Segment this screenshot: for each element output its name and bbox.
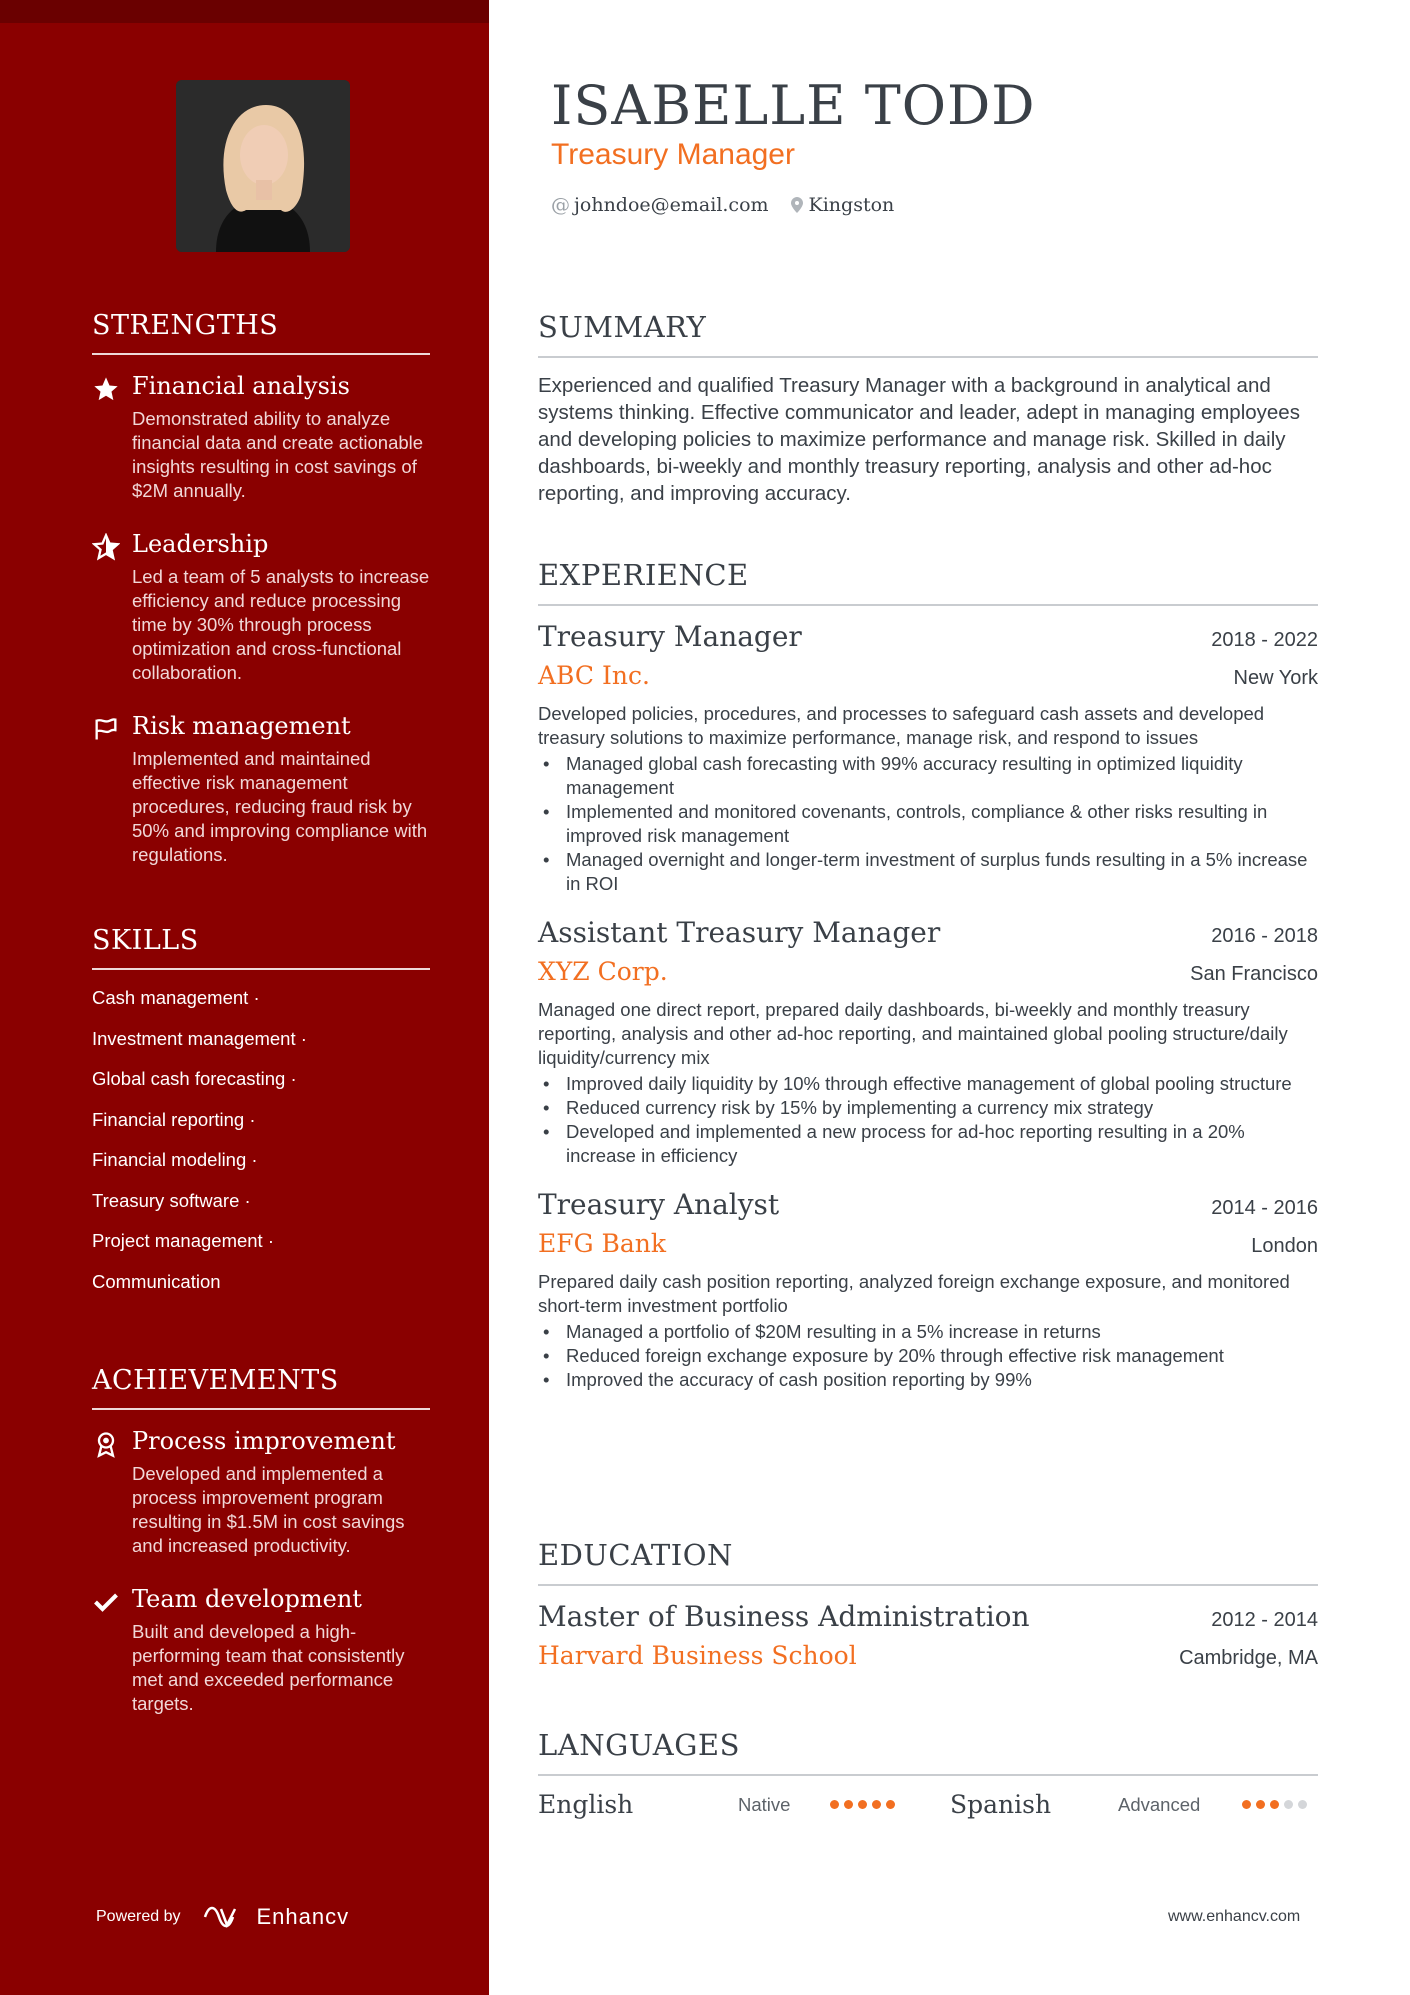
skill-item: Investment management · [92,1027,307,1049]
school-name: Harvard Business School [538,1641,857,1670]
summary-section [538,310,1318,507]
job-date: 2018 - 2022 [1211,629,1318,651]
skills-heading: SKILLS [92,925,430,970]
contact-info [551,194,894,216]
skill-item: Financial modeling · [92,1149,258,1170]
achievement-desc: Built and developed a high-performing team that consistently met and exceeded performance targets. [132,1621,405,1714]
strength-desc: Implemented and maintained effective risk management procedures, reducing fraud risk by 50% and improving compliance with regulations. [132,748,428,865]
language-level: Native [738,1793,791,1815]
skill-item: Communication [92,1270,221,1292]
portrait-illustration [176,80,350,252]
award-icon [92,1430,120,1458]
job-location: San Francisco [1190,963,1318,985]
rating-dot [858,1800,867,1809]
language-name: Spanish [950,1790,1052,1819]
job-title: Treasury Analyst [538,1188,780,1221]
job-bullet: • Developed and implemented a new process for ad-hoc reporting resulting in a 20% increase in efficiency [538,1120,1318,1168]
rating-dot [872,1800,881,1809]
email-contact[interactable] [551,194,769,216]
rating-dot-empty [1284,1800,1293,1809]
job-company: XYZ Corp. [538,957,668,986]
education-section [538,1538,1318,1670]
job-bullet: • Improved daily liquidity by 10% through effective management of global pooling structure [538,1072,1318,1096]
location-text: Kingston [808,194,895,216]
job-bullet: • Managed global cash forecasting with 99% accuracy resulting in optimized liquidity management [538,752,1318,800]
achievement-item [92,1584,430,1716]
rating-dot [1242,1800,1251,1809]
rating-dot-empty [1298,1800,1307,1809]
achievements-heading: ACHIEVEMENTS [92,1365,430,1410]
job-description: Managed one direct report, prepared daily dashboards, bi-weekly and monthly treasury reporting, analysis and other ad-hoc reporting, and maintained global pooling structure/daily liquidity/currency mix [538,999,1288,1068]
strength-item [92,371,430,503]
job-bullets [538,752,1318,896]
job-company: EFG Bank [538,1229,667,1258]
candidate-name: ISABELLE TODD [551,74,1036,137]
sidebar-top-bar [0,0,489,23]
strength-item [92,529,430,685]
language-name: English [538,1790,634,1819]
strength-item [92,711,430,867]
job-bullets [538,1072,1318,1168]
education-location: Cambridge, MA [1179,1647,1318,1669]
language-rating [830,1800,950,1809]
powered-by-label: Powered by [96,1908,181,1925]
education-date: 2012 - 2014 [1211,1609,1318,1631]
achievements-section [92,1365,430,1742]
profile-photo [176,80,350,252]
email-text: johndoe@email.com [574,194,769,216]
star-outline-icon [92,533,120,561]
job-bullet: • Reduced currency risk by 15% by implementing a currency mix strategy [538,1096,1318,1120]
achievement-title: Team development [132,1585,362,1613]
job-title: Assistant Treasury Manager [538,916,941,949]
job-entry [538,620,1318,896]
job-bullet: • Implemented and monitored covenants, controls, compliance & other risks resulting in improved risk management [538,800,1318,848]
sidebar [0,0,489,1995]
job-title: Treasury Manager [538,620,802,653]
strength-desc: Demonstrated ability to analyze financial data and create actionable insights resulting in cost savings of $2M annually. [132,408,424,501]
job-bullet: • Improved the accuracy of cash position reporting by 99% [538,1368,1318,1392]
job-location: London [1251,1235,1318,1257]
skills-section [92,925,430,1310]
job-description: Developed policies, procedures, and processes to safeguard cash assets and developed treasury solutions to maximize performance, manage risk, and respond to issues [538,703,1265,748]
strength-title: Leadership [132,530,269,558]
language-level: Advanced [1118,1793,1201,1815]
languages-section [538,1728,1318,1819]
job-bullet: • Reduced foreign exchange exposure by 20% through effective risk management [538,1344,1318,1368]
enhancv-logo-icon [203,1905,249,1929]
job-entry [538,916,1318,1168]
strength-title: Risk management [132,712,351,740]
summary-text: Experienced and qualified Treasury Manager with a background in analytical and systems thinking. Effective communicator and leader, adept in managing employees and developing policies to maximize performance and manage risk. Skilled in daily dashboards, bi-weekly and monthly treasury reporting, analysis and other ad-hoc reporting, and improving accuracy. [538,374,1300,505]
job-date: 2014 - 2016 [1211,1197,1318,1219]
rating-dot [844,1800,853,1809]
job-description: Prepared daily cash position reporting, analyzed foreign exchange exposure, and monitored short-term investment portfolio [538,1271,1290,1316]
job-bullet: • Managed overnight and longer-term investment of surplus funds resulting in a 5% increase in ROI [538,848,1318,896]
experience-section [538,558,1318,1412]
education-heading: EDUCATION [538,1538,1318,1586]
languages-heading: LANGUAGES [538,1728,1318,1776]
brand-name: Enhancv [256,1904,350,1929]
footer-url[interactable]: www.enhancv.com [1168,1908,1301,1925]
location-pin-icon [791,197,803,213]
experience-heading: EXPERIENCE [538,558,1318,606]
achievement-item [92,1426,430,1558]
strength-title: Financial analysis [132,372,350,400]
skills-list [92,986,430,1294]
skill-item: Cash management · [92,987,260,1008]
languages-row [538,1790,1318,1819]
skill-item: Project management · [92,1230,275,1251]
summary-heading: SUMMARY [538,310,1318,358]
rating-dot [830,1800,839,1809]
strengths-heading: STRENGTHS [92,310,430,355]
rating-dot [1270,1800,1279,1809]
achievement-title: Process improvement [132,1427,396,1455]
powered-by [96,1904,349,1930]
rating-dot [1256,1800,1265,1809]
star-icon [92,375,120,403]
language-rating [1242,1800,1307,1809]
job-date: 2016 - 2018 [1211,925,1318,947]
job-company: ABC Inc. [538,661,650,690]
degree-title: Master of Business Administration [538,1600,1030,1633]
flag-icon [92,715,120,743]
rating-dot [886,1800,895,1809]
strengths-section [92,310,430,893]
job-location: New York [1233,667,1318,689]
achievement-desc: Developed and implemented a process improvement program resulting in $1.5M in cost savings and increased productivity. [132,1463,405,1556]
skill-item: Global cash forecasting · [92,1068,297,1089]
skill-item: Financial reporting · [92,1108,256,1130]
strength-desc: Led a team of 5 analysts to increase efficiency and reduce processing time by 30% through process optimization and cross-functional collaboration. [132,566,430,683]
candidate-title: Treasury Manager [551,138,795,171]
check-icon [92,1588,120,1616]
at-icon: @ [551,194,570,216]
enhancv-logo [203,1904,350,1930]
job-entry [538,1188,1318,1392]
job-bullet: • Managed a portfolio of $20M resulting in a 5% increase in returns [538,1320,1318,1344]
skill-item: Treasury software · [92,1189,251,1211]
job-bullets [538,1320,1318,1392]
location-contact [791,194,895,216]
